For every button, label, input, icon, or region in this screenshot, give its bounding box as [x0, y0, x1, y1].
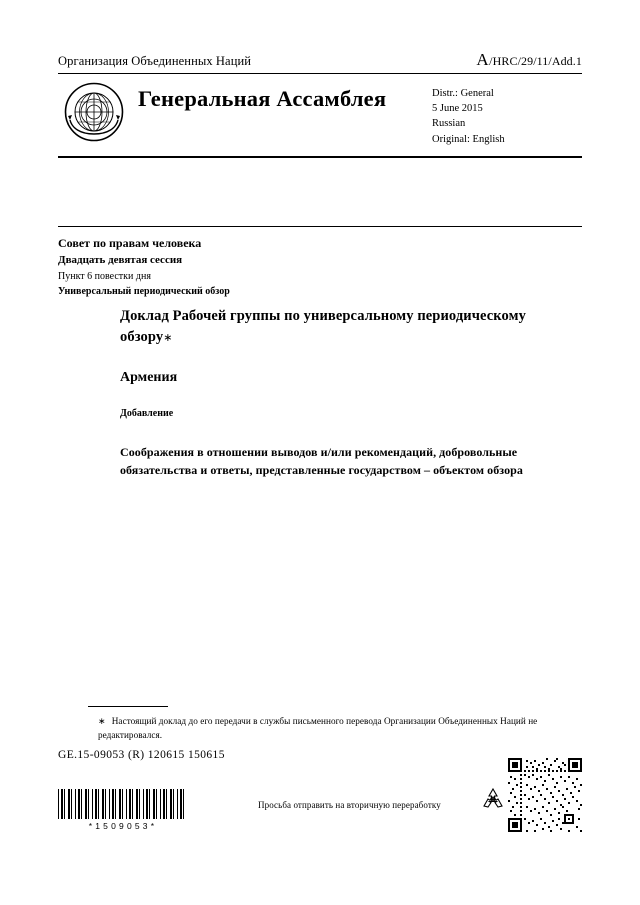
distribution-type: Distr.: General: [432, 88, 494, 99]
footnote-marker: ∗: [98, 716, 106, 726]
council-block: [58, 234, 582, 299]
addendum-label: Добавление: [120, 408, 174, 420]
document-subtitle: Соображения в отношении выводов и/или рекомендаций, добровольные обязательства и ответы, представленные государством – объектом обзора: [120, 445, 523, 478]
country-name: Армения: [120, 370, 178, 386]
footnote-text: Настоящий доклад до его передачи в службы письменного перевода Организации Объединенных Наций не редактировался.: [98, 716, 538, 741]
recycle-icon: [480, 786, 506, 812]
body-name-row: [58, 80, 582, 146]
masthead-bottom-rule: [58, 156, 582, 158]
page-title: [120, 306, 540, 348]
document-symbol-prefix: A: [476, 50, 490, 69]
footnote-rule: [88, 706, 168, 707]
distribution-block: [432, 86, 582, 147]
distribution-language: Russian: [432, 118, 466, 130]
qr-code-icon: [508, 758, 582, 832]
un-emblem-icon: [64, 82, 124, 142]
footnote: [98, 714, 538, 743]
document-symbol: [476, 50, 582, 70]
recycle-note: Просьба отправить на вторичную переработку: [258, 800, 441, 810]
council-session: Двадцать девятая сессия: [58, 254, 183, 266]
body-name: Генеральная Ассамблея: [138, 86, 387, 111]
organization-name: Организация Объединенных Наций: [58, 54, 252, 68]
ge-code: GE.15-09053 (R) 120615 150615: [58, 749, 225, 761]
masthead: [58, 50, 582, 158]
council-name: Совет по правам человека: [58, 236, 202, 250]
council-agenda-item: Пункт 6 повестки дня: [58, 270, 151, 282]
barcode-block: [58, 789, 188, 831]
barcode-number: *1509053*: [88, 821, 158, 831]
distribution-original: Original: English: [432, 133, 505, 145]
barcode-icon: [58, 789, 186, 819]
masthead-top-rule: [58, 73, 582, 74]
title-block: [120, 306, 540, 479]
page-title-text: Доклад Рабочей группы по универсальному периодическому обзору: [120, 308, 526, 346]
section-rule: [58, 226, 582, 227]
distribution-date: 5 June 2015: [432, 103, 483, 115]
organization-line: [58, 50, 582, 70]
document-symbol-rest: /HRC/29/11/Add.1: [489, 54, 582, 68]
council-agenda-topic: Универсальный периодический обзор: [58, 285, 230, 297]
title-footnote-marker: ∗: [163, 332, 173, 345]
